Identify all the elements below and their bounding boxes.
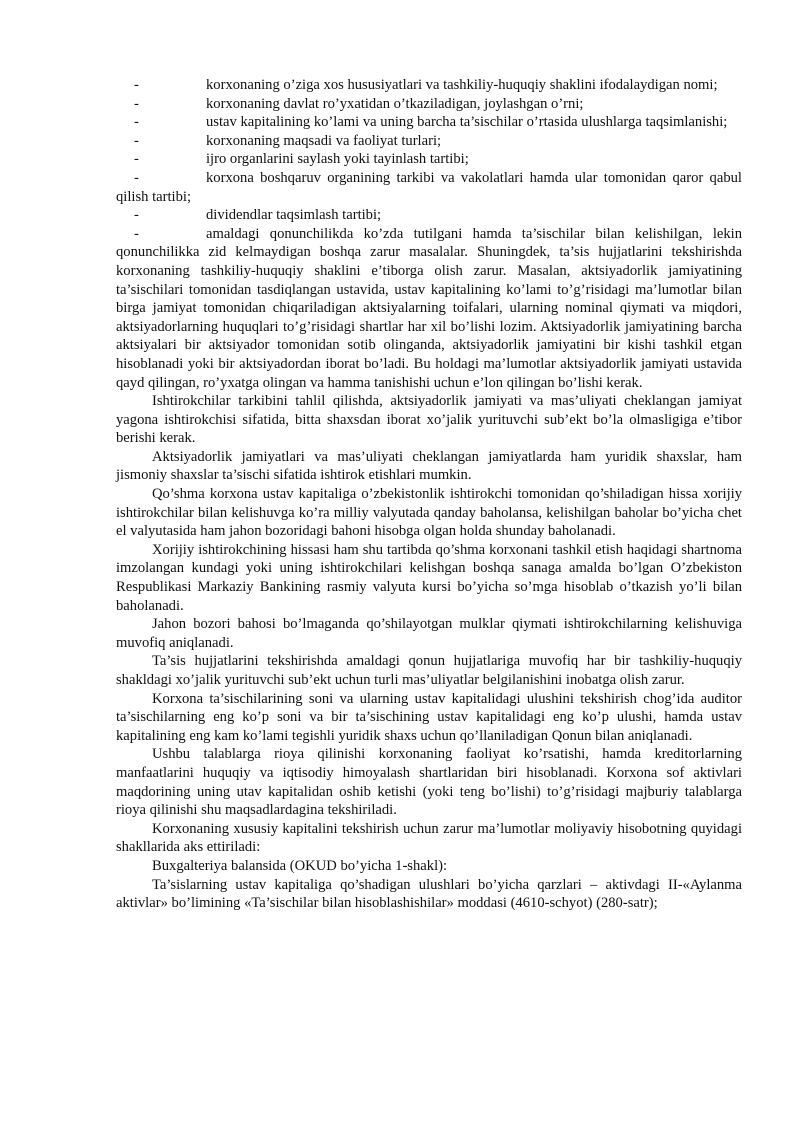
list-item-text: amaldagi qonunchilikda ko’zda tutilgani hamda ta’sischilar bilan kelishilgan, lekin qonunchilikka zid kelmaydigan boshqa zarur masalalar. Shuningdek, ta’sis hujjatlarini tekshirishda korxonaning tashkiliy-huquqiy shaklini e’tiborga olish zarur. Masalan, aktsiyadorlik jamiyatining ta’sischilari tomonidan tasdiqlangan ustavida, ustav kapitalining ko’lami to’g’risidagi ma’lumotlar bilan birga jamiyat tomonidan chiqariladigan aktsiyalarning toifalari, ularning nominal qiymati va miqdori, aktsiyadorlarning huquqlari to’g’risidagi shartlar har xil bo’lishi lozim. Aktsiyadorlik jamiyatining barcha aktsiyalari bir aktsiyador tomonidan sotib olinganda, aktsiyadorlik jamiyatini bir kishi tashkil etgan hisoblanadi yoki bir aktsiyadordan iborat bo’ladi. Bu holdagi ma’lumotlar aktsiyadorlik jamiyati ustavida qayd qilingan, ro’yxatga olingan va hamma tanishishi uchun e’lon qilingan bo’lishi kerak. (116, 225, 742, 391)
list-item (116, 95, 742, 114)
bullet-marker: - (134, 114, 139, 131)
paragraph: Ushbu talablarga rioya qilinishi korxonaning faoliyat ko’rsatishi, hamda kreditorlarning manfaatlarini huquqiy va iqtisodiy himoyalash shartlaridan biri hisoblanadi. Korxona sof aktivlari maqdorining uning utav kapitalidan oshib ketishi (yoki teng bo’lishi) to’g’risidagi majburiy talablarga rioya qilinishi shu maqsadlardagina tekshiriladi. (116, 746, 742, 819)
bullet-marker: - (134, 225, 139, 242)
paragraph: Korxona ta’sischilarining soni va ularning ustav kapitalidagi ulushini tekshirish chog’ida auditor ta’sischilarning eng ko’p soni va bir ta’sischining ustav kapitalidagi eng ko’p ulushi, hamda ustav kapitalining eng kam ko’lami tegishli yuridik shaxs uchun qo’llaniladigan Qonun bilan aniqlanadi. (116, 690, 742, 744)
paragraph: Ta’sis hujjatlarini tekshirishda amaldagi qonun hujjatlariga muvofiq har bir tashkiliy-huquqiy shakldagi xo’jalik yurituvchi sub’ekt uchun turli mas’uliyatlar belgilanishini inobatga olish zarur. (116, 653, 742, 688)
list-item-text: korxonaning maqsadi va faoliyat turlari; (206, 132, 442, 149)
paragraph: Qo’shma korxona ustav kapitaliga o’zbekistonlik ishtirokchi tomonidan qo’shiladigan hissa xorijiy ishtirokchilar bilan kelishuvga ko’ra milliy valyutada qanday baholansa, kelishilgan baholar bo’yicha chet el valyutasida ham jahon bozoridagi bahoni hisobga olgan holda shunday baholanadi. (116, 486, 742, 540)
list-item-text: ustav kapitalining ko’lami va uning barcha ta’sischilar o’rtasida ulushlarga taqsimlanishi; (206, 114, 728, 131)
list-item (116, 206, 742, 225)
bullet-marker: - (134, 132, 139, 149)
list-item-text: korxona boshqaruv organining tarkibi va vakolatlari hamda ular tomonidan qaror qabul qilish tartibi; (116, 169, 742, 205)
paragraph: Ishtirokchilar tarkibini tahlil qilishda, aktsiyadorlik jamiyati va mas’uliyati cheklangan jamiyat yagona ishtirokchisi sifatida, bitta shaxsdan iborat xo’jalik yurituvchi sub’ekt bo’la olmasligiga e’tibor berishi kerak. (116, 393, 742, 447)
paragraph: Buxgalteriya balansida (OKUD bo’yicha 1-shakl): (152, 857, 448, 874)
paragraph: Xorijiy ishtirokchining hissasi ham shu tartibda qo’shma korxonani tashkil etish haqidagi shartnoma imzolangan kundagi yoki uning ishtirokchilari kelishgan boshqa sanaga amalda bo’lgan O’zbekiston Respublikasi Markaziy Bankining rasmiy valyuta kursi bo’yicha so’mga hisoblab o’tkazish yo’li bilan baholanadi. (116, 541, 742, 614)
list-item (116, 169, 742, 206)
paragraph: Jahon bozori bahosi bo’lmaganda qo’shilayotgan mulklar qiymati ishtirokchilarning kelishuviga muvofiq aniqlanadi. (116, 616, 742, 651)
bullet-marker: - (134, 77, 139, 93)
paragraph: Korxonaning xususiy kapitalini tekshirish uchun zarur ma’lumotlar moliyaviy hisobotning quyidagi shakllarida aks ettiriladi: (116, 820, 742, 856)
list-item-text: dividendlar taqsimlash tartibi; (206, 207, 382, 224)
paragraph: Aktsiyadorlik jamiyatlari va mas’uliyati cheklangan jamiyatlarda ham yuridik shaxslar, ham jismoniy shaxslar ta’sischi sifatida ishtirok etishlari mumkin. (116, 448, 742, 484)
list-item-text: ijro organlarini saylash yoki tayinlash tartibi; (206, 151, 469, 168)
list-item (116, 150, 742, 169)
list-item (116, 113, 742, 132)
list-item (116, 225, 742, 392)
paragraph: Ta’sislarning ustav kapitaliga qo’shadigan ulushlari bo’yicha qarzlari – aktivdagi II-«Aylanma aktivlar» bo’limining «Ta’sischilar bilan hisoblashishilar» moddasi (4610-schyot) (280-satr); (116, 876, 742, 912)
bullet-marker: - (134, 207, 139, 224)
list-item-text: korxonaning davlat ro’yxatidan o’tkaziladigan, joylashgan o’rni; (206, 95, 584, 112)
bullet-marker: - (134, 151, 139, 168)
list-item (116, 76, 742, 95)
bullet-marker: - (134, 95, 139, 112)
list-item-text: korxonaning o’ziga xos hususiyatlari va tashkiliy-huquqiy shaklini ifodalaydigan nomi; (206, 77, 718, 93)
list-item (116, 132, 742, 151)
bullet-marker: - (134, 169, 139, 186)
